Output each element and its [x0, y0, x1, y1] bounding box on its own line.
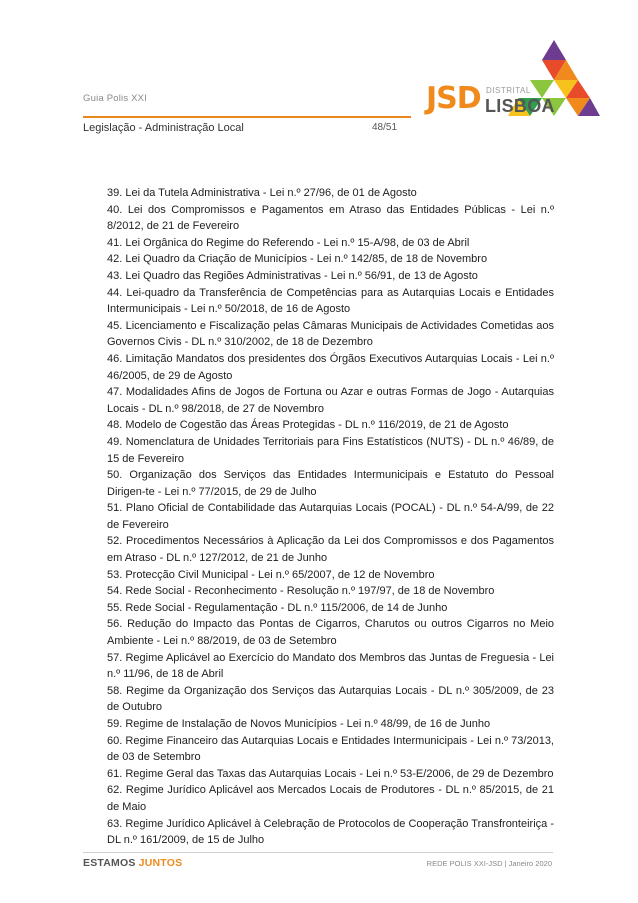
list-item: 63. Regime Jurídico Aplicável à Celebração de Protocolos de Cooperação Transfronteiriça - DL n.º 161/2009, de 15 de Julho	[107, 817, 554, 847]
list-item: 44. Lei-quadro da Transferência de Competências para as Autarquias Locais e Entidades Intermunicipais - Lei n.º 50/2018, de 16 de Agosto	[107, 286, 554, 316]
page-number: 48/51	[372, 122, 398, 133]
list-item: 46. Limitação Mandatos dos presidentes dos Órgãos Executivos Autarquias Locais - Lei n.º 46/2005, de 29 de Agosto	[107, 352, 554, 382]
list-item: 43. Lei Quadro das Regiões Administrativas - Lei n.º 56/91, de 13 de Agosto	[107, 269, 478, 282]
footer-credit: REDE POLIS XXI-JSD | Janeiro 2020	[426, 859, 552, 868]
list-item: 52. Procedimentos Necessários à Aplicação da Lei dos Compromissos e dos Pagamentos em Atraso - DL n.º 127/2012, de 21 de Junho	[107, 535, 554, 565]
jsd-lisboa-logo	[420, 40, 600, 126]
list-item: 45. Licenciamento e Fiscalização pelas Câmaras Municipais de Actividades Cometidas aos Governos Civis - DL n.º 310/2002, de 18 de Dezembro	[107, 319, 554, 349]
logo-distrital-text: DISTRITAL	[486, 86, 531, 95]
list-item: 42. Lei Quadro da Criação de Municípios - Lei n.º 142/85, de 18 de Novembro	[107, 253, 488, 266]
list-item: 56. Redução do Impacto das Pontas de Cigarros, Charutos ou outros Cigarros no Meio Ambiente - Lei n.º 88/2019, de 03 de Setembro	[107, 618, 554, 648]
list-item: 54. Rede Social - Reconhecimento - Resolução n.º 197/97, de 18 de Novembro	[107, 585, 495, 598]
list-item: 48. Modelo de Cogestão das Áreas Protegidas - DL n.º 116/2019, de 21 de Agosto	[107, 419, 509, 432]
header-rule	[83, 116, 411, 118]
list-item: 47. Modalidades Afins de Jogos de Fortuna ou Azar e outras Formas de Jogo - Autarquias Locais - DL n.º 98/2018, de 27 de Novembro	[107, 386, 554, 415]
list-item: 60. Regime Financeiro das Autarquias Locais e Entidades Intermunicipais - Lei n.º 73/2013, de 03 de Setembro	[107, 734, 554, 764]
footer-rule	[83, 852, 553, 853]
list-item: 62. Regime Jurídico Aplicável aos Mercados Locais de Produtores - DL n.º 85/2015, de 21 de Maio	[107, 784, 554, 813]
list-item: 41. Lei Orgânica do Regime do Referendo - Lei n.º 15-A/98, de 03 de Abril	[107, 236, 470, 249]
list-item: 53. Protecção Civil Municipal - Lei n.º 65/2007, de 12 de Novembro	[107, 568, 435, 581]
footer-slogan-word1: ESTAMOS	[83, 857, 136, 869]
list-item: 50. Organização dos Serviços das Entidades Intermunicipais e Estatuto do Pessoal Dirigen-te - Lei n.º 77/2015, de 29 de Julho	[107, 469, 554, 498]
footer-slogan	[83, 857, 182, 869]
legislation-list	[107, 185, 554, 849]
list-item: 49. Nomenclatura de Unidades Territoriais para Fins Estatísticos (NUTS) - DL n.º 46/89, de 15 de Fevereiro	[107, 435, 554, 465]
list-item: 51. Plano Oficial de Contabilidade das Autarquias Locais (POCAL) - DL n.º 54-A/99, de 22 de Fevereiro	[107, 502, 554, 531]
list-item: 40. Lei dos Compromissos e Pagamentos em Atraso das Entidades Públicas - Lei n.º 8/2012, de 21 de Fevereiro	[107, 203, 554, 233]
list-item: 58. Regime da Organização dos Serviços das Autarquias Locais - DL n.º 305/2009, de 23 de Outubro	[107, 684, 554, 714]
logo-lisboa-text: LISBOA	[485, 96, 555, 116]
list-item: 55. Rede Social - Regulamentação - DL n.º 115/2006, de 14 de Junho	[107, 601, 448, 614]
list-item: 39. Lei da Tutela Administrativa - Lei n.º 27/96, de 01 de Agosto	[107, 187, 417, 199]
logo-jsd-text: JSD	[426, 81, 481, 116]
list-item: 57. Regime Aplicável ao Exercício do Mandato dos Membros das Juntas de Freguesia - Lei n.º 11/96, de 18 de Abril	[107, 651, 554, 681]
section-title: Legislação - Administração Local	[83, 122, 244, 134]
list-item: 61. Regime Geral das Taxas das Autarquias Locais - Lei n.º 53-E/2006, de 29 de Dezembro	[107, 767, 554, 780]
guide-title: Guia Polis XXI	[83, 93, 148, 104]
footer-slogan-word2: JUNTOS	[138, 857, 183, 869]
list-item: 59. Regime de Instalação de Novos Municípios - Lei n.º 48/99, de 16 de Junho	[107, 718, 491, 730]
